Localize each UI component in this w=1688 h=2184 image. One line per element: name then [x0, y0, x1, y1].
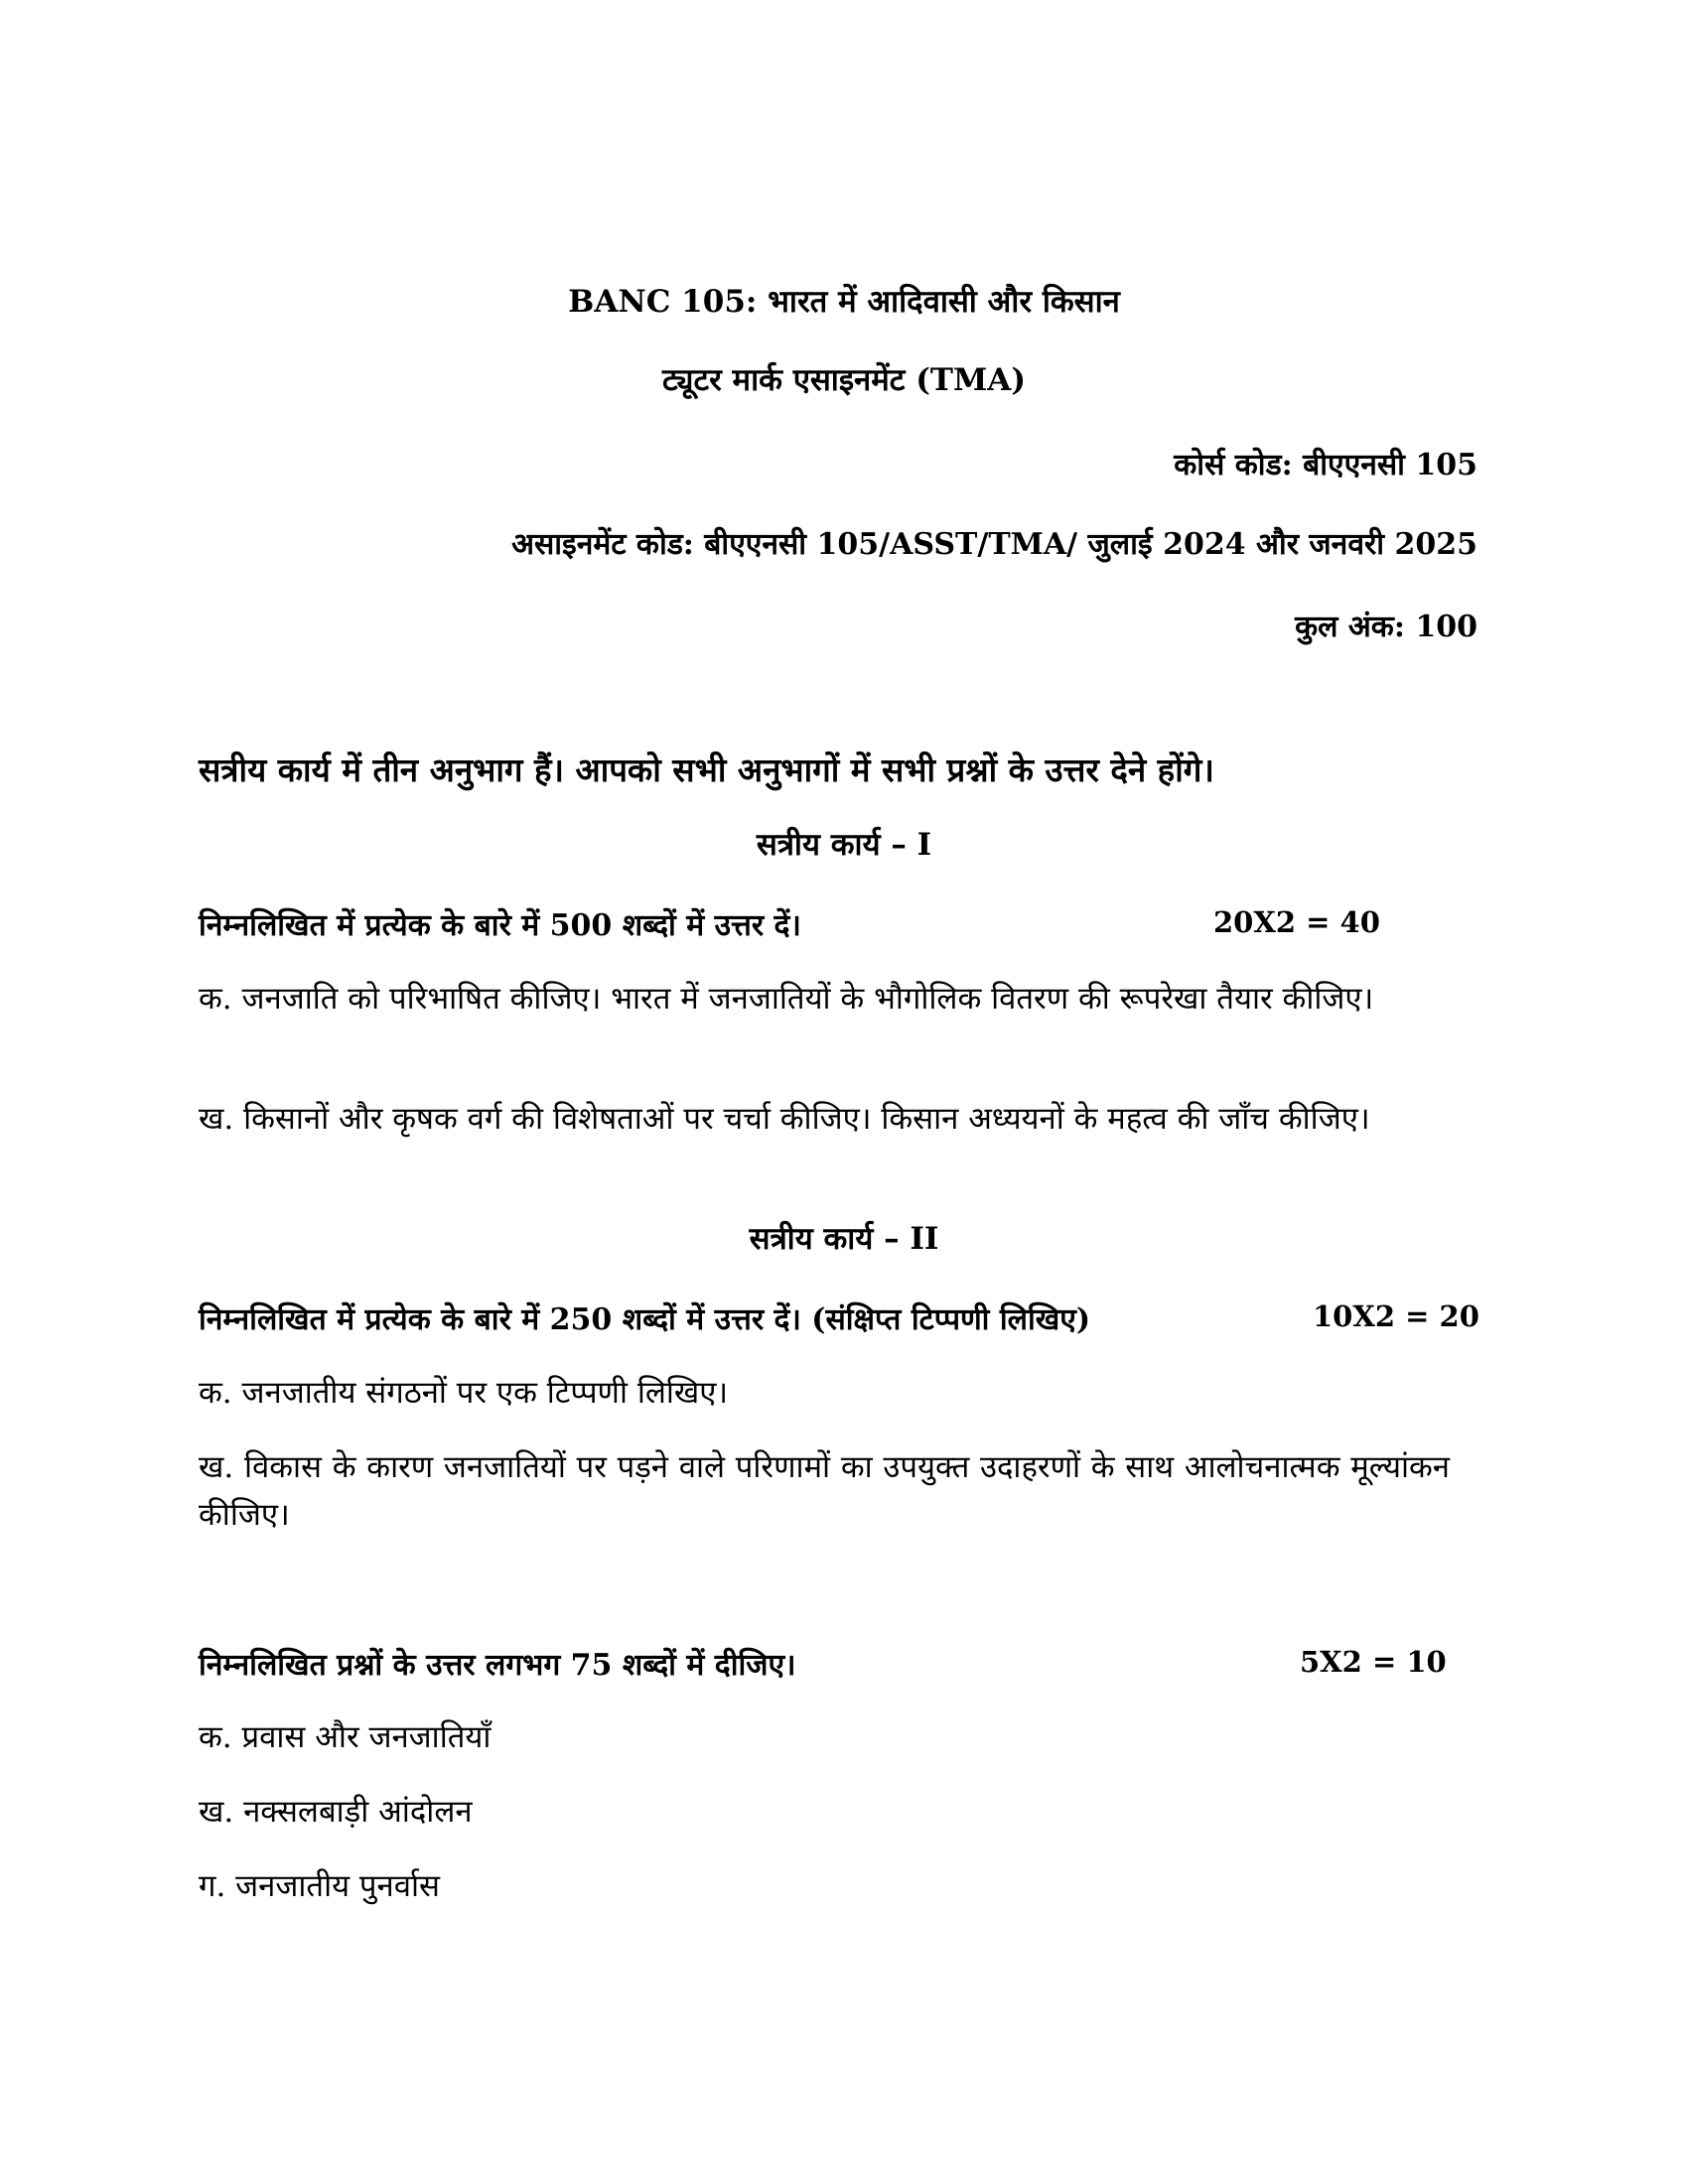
- document-subtitle: ट्यूटर मार्क एसाइनमेंट (TMA): [661, 362, 1026, 398]
- marks-section-1: 20X2 = 40: [1213, 905, 1380, 939]
- question-heading-section-1: निम्नलिखित में प्रत्येक के बारे में 500 शब्दों में उत्तर दें।: [199, 908, 801, 943]
- document-title: BANC 105: भारत में आदिवासी और किसान: [568, 284, 1120, 320]
- question-row-section-1: [199, 903, 1489, 947]
- section-heading-2: सत्रीय कार्य – II: [749, 1221, 939, 1257]
- question-row-section-3: [199, 1643, 1489, 1687]
- assignment-code: असाइनमेंट कोड: बीएएनसी 105/ASST/TMA/ जुलाई 2024 और जनवरी 2025: [511, 527, 1477, 562]
- question-row-section-2: [199, 1297, 1489, 1341]
- question-heading-section-3: निम्नलिखित प्रश्नों के उत्तर लगभग 75 शब्दों में दीजिए।: [199, 1648, 796, 1683]
- question-item-3-b: ख. नक्सलबाड़ी आंदोलन: [199, 1794, 473, 1830]
- question-item-3-a: क. प्रवास और जनजातियाँ: [199, 1719, 492, 1755]
- marks-section-3: 5X2 = 10: [1300, 1645, 1447, 1679]
- question-item-3-c: ग. जनजातीय पुनर्वास: [199, 1868, 440, 1904]
- question-item-1-a: क. जनजाति को परिभाषित कीजिए। भारत में जनजातियों के भौगोलिक वितरण की रूपरेखा तैयार कीजिए।: [199, 981, 1374, 1017]
- assignment-instruction: सत्रीय कार्य में तीन अनुभाग हैं। आपको सभी अनुभागों में सभी प्रश्नों के उत्तर देने होंगे।: [199, 751, 1214, 789]
- section-heading-1: सत्रीय कार्य – I: [756, 827, 932, 863]
- marks-section-2: 10X2 = 20: [1313, 1299, 1479, 1333]
- question-item-1-b: ख. किसानों और कृषक वर्ग की विशेषताओं पर चर्चा कीजिए। किसान अध्ययनों के महत्व की जाँच कीजिए।: [199, 1101, 1370, 1137]
- question-heading-section-2: निम्नलिखित में प्रत्येक के बारे में 250 शब्दों में उत्तर दें। (संक्षिप्त टिप्पणी लिखिए): [199, 1302, 1091, 1337]
- question-item-2-b: ख. विकास के कारण जनजातियों पर पड़ने वाले परिणामों का उपयुक्त उदाहरणों के साथ आलोचनात्मक मूल्यांकन कीजिए।: [199, 1449, 1450, 1533]
- total-marks: कुल अंक: 100: [1295, 610, 1477, 644]
- course-code: कोर्स कोड: बीएएनसी 105: [1174, 448, 1477, 482]
- question-item-2-a: क. जनजातीय संगठनों पर एक टिप्पणी लिखिए।: [199, 1375, 729, 1411]
